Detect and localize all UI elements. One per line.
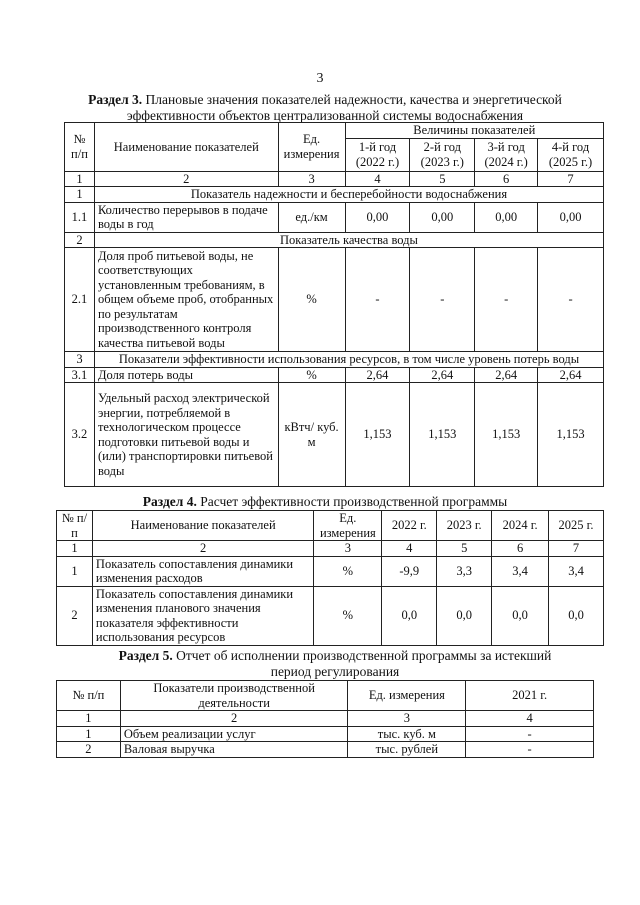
row-value: - (538, 248, 604, 352)
row-value: 1,153 (345, 383, 410, 487)
colnum: 3 (278, 171, 345, 187)
row-value: 0,00 (410, 202, 475, 232)
row-value: 3,3 (437, 556, 492, 586)
row-unit: % (278, 248, 345, 352)
hdr-num: № п/п (57, 511, 93, 541)
colnum: 4 (466, 711, 594, 727)
row-value: - (475, 248, 538, 352)
hdr-year4: 4-й год (2025 г.) (538, 138, 604, 171)
section5-table (56, 680, 594, 758)
row-unit: % (278, 367, 345, 383)
hdr-num: № п/п (65, 123, 95, 172)
row-name: Показатель сопоставления динамики изменения планового значения показателя эффективности использования ресурсов (92, 586, 313, 645)
row-name: Удельный расход электрической энергии, потребляемой в технологическом процессе подготовки питьевой воды и (или) транспортировки питьевой воды (94, 383, 278, 487)
colnum: 4 (345, 171, 410, 187)
hdr-year3: 3-й год (2024 г.) (475, 138, 538, 171)
section4-title-bold: Раздел 4. (142, 494, 197, 509)
hdr-num: № п/п (57, 681, 121, 711)
row-num: 1 (57, 556, 93, 586)
hdr-unit: Ед. измерения (348, 681, 466, 711)
row-num: 2.1 (65, 248, 95, 352)
hdr-year2: 2-й год (2023 г.) (410, 138, 475, 171)
group-title: Показатели эффективности использования ресурсов, в том числе уровень потерь воды (94, 352, 603, 368)
row-name: Доля проб питьевой воды, не соответствующих установленным требованиям, в общем объеме проб, отобранных по результатам производственного контроля качества питьевой воды (94, 248, 278, 352)
row-value: 3,4 (549, 556, 604, 586)
row-value: 2,64 (475, 367, 538, 383)
section3-table (64, 122, 604, 487)
section4-table (56, 510, 604, 646)
row-value: 1,153 (475, 383, 538, 487)
hdr-year: 2021 г. (466, 681, 594, 711)
row-value: 1,153 (410, 383, 475, 487)
row-value: - (466, 726, 594, 742)
group-num: 1 (65, 187, 95, 203)
section5-heading (100, 648, 570, 680)
colnum: 6 (492, 541, 549, 557)
hdr-name: Показатели производственной деятельности (120, 681, 348, 711)
row-name: Доля потерь воды (94, 367, 278, 383)
row-value: 2,64 (538, 367, 604, 383)
colnum: 3 (314, 541, 382, 557)
group-title: Показатель надежности и бесперебойности водоснабжения (94, 187, 603, 203)
hdr-unit: Ед. измерения (278, 123, 345, 172)
row-value: - (466, 742, 594, 758)
row-name: Объем реализации услуг (120, 726, 348, 742)
colnum: 1 (65, 171, 95, 187)
colnum: 5 (437, 541, 492, 557)
colnum: 2 (120, 711, 348, 727)
row-value: 0,0 (492, 586, 549, 645)
hdr-year1: 1-й год (2022 г.) (345, 138, 410, 171)
row-value: 0,00 (345, 202, 410, 232)
row-name: Количество перерывов в подаче воды в год (94, 202, 278, 232)
row-unit: тыс. рублей (348, 742, 466, 758)
hdr-year: 2024 г. (492, 511, 549, 541)
row-num: 1.1 (65, 202, 95, 232)
section4-heading (60, 494, 590, 510)
colnum: 7 (549, 541, 604, 557)
colnum: 2 (92, 541, 313, 557)
hdr-values: Величины показателей (345, 123, 603, 139)
row-value: 0,0 (549, 586, 604, 645)
colnum: 2 (94, 171, 278, 187)
colnum: 1 (57, 711, 121, 727)
hdr-name: Наименование показателей (92, 511, 313, 541)
row-value: 2,64 (345, 367, 410, 383)
row-value: 0,0 (437, 586, 492, 645)
colnum: 7 (538, 171, 604, 187)
row-value: -9,9 (382, 556, 437, 586)
group-num: 2 (65, 232, 95, 248)
row-unit: ед./км (278, 202, 345, 232)
colnum: 1 (57, 541, 93, 557)
colnum: 6 (475, 171, 538, 187)
section3-title-text: Плановые значения показателей надежности, качества и энергетической эффективности объектов централизованной системы водоснабжения (126, 92, 562, 123)
row-num: 3.1 (65, 367, 95, 383)
row-num: 1 (57, 726, 121, 742)
row-num: 3.2 (65, 383, 95, 487)
group-num: 3 (65, 352, 95, 368)
row-value: 3,4 (492, 556, 549, 586)
row-value: 0,00 (538, 202, 604, 232)
row-unit: % (314, 556, 382, 586)
row-value: 0,0 (382, 586, 437, 645)
colnum: 4 (382, 541, 437, 557)
hdr-year: 2022 г. (382, 511, 437, 541)
section4-title-text: Расчет эффективности производственной программы (196, 494, 508, 509)
hdr-year: 2025 г. (549, 511, 604, 541)
section5-title-bold: Раздел 5. (118, 648, 173, 663)
row-value: - (345, 248, 410, 352)
colnum: 5 (410, 171, 475, 187)
hdr-name: Наименование показателей (94, 123, 278, 172)
row-num: 2 (57, 742, 121, 758)
row-unit: % (314, 586, 382, 645)
row-value: 2,64 (410, 367, 475, 383)
page-number: 3 (316, 71, 324, 86)
group-title: Показатель качества воды (94, 232, 603, 248)
section3-heading (70, 92, 580, 124)
hdr-year: 2023 г. (437, 511, 492, 541)
colnum: 3 (348, 711, 466, 727)
row-name: Валовая выручка (120, 742, 348, 758)
row-value: 1,153 (538, 383, 604, 487)
row-value: - (410, 248, 475, 352)
row-num: 2 (57, 586, 93, 645)
section5-title-text: Отчет об исполнении производственной программы за истекший период регулирования (172, 648, 552, 679)
row-name: Показатель сопоставления динамики изменения расходов (92, 556, 313, 586)
row-value: 0,00 (475, 202, 538, 232)
hdr-unit: Ед. измерения (314, 511, 382, 541)
row-unit: тыс. куб. м (348, 726, 466, 742)
row-unit: кВтч/ куб. м (278, 383, 345, 487)
section3-title-bold: Раздел 3. (88, 92, 143, 107)
